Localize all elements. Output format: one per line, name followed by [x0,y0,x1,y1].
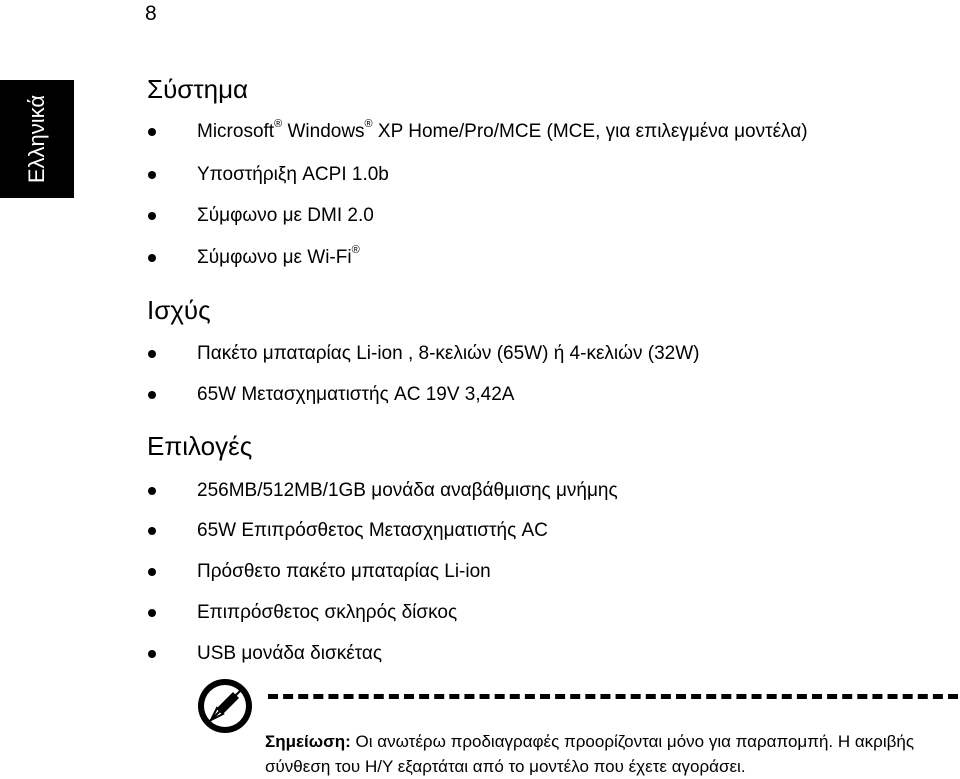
bullet-icon [148,568,156,576]
bullet-icon [148,527,156,535]
note-label: Σημείωση: [265,732,351,751]
list-item-text: Υποστήριξη ACPI 1.0b [197,164,389,185]
section-heading-power: Ισχύς [147,295,211,325]
list-item-text: 256MB/512MB/1GB μονάδα αναβάθμισης μνήμης [197,480,618,501]
language-tab [0,80,74,198]
list-item-text: Σύμφωνο με DMI 2.0 [197,205,374,226]
bullet-icon [148,487,156,495]
bullet-icon [148,212,156,220]
page-number: 8 [145,2,157,25]
note-divider [268,694,958,699]
note-text [265,729,955,779]
bullet-icon [148,171,156,179]
bullet-icon [148,128,156,136]
list-item-text: Πακέτο μπαταρίας Li-ion , 8-κελιών (65W) ή 4-κελιών (32W) [197,343,700,364]
list-item-text: Επιπρόσθετος σκληρός δίσκος [197,602,458,623]
list-item-text: 65W Επιπρόσθετος Μετασχηματιστής AC [197,520,548,541]
language-tab-label: Ελληνικά [24,94,49,184]
list-item-text: 65W Μετασχηματιστής AC 19V 3,42A [197,384,515,405]
list-item-text: Πρόσθετο πακέτο μπαταρίας Li-ion [197,561,491,582]
section-heading-options: Επιλογές [147,431,253,461]
bullet-icon [148,350,156,358]
bullet-icon [148,650,156,658]
bullet-icon [148,254,156,262]
section-heading-system: Σύστημα [147,74,249,104]
note-body: Οι ανωτέρω προδιαγραφές προορίζονται μόνο για παραπομπή. Η ακριβής σύνθεση του Η/Υ εξαρτάται από το μοντέλο που έχετε αγοράσει. [265,732,915,776]
list-item-text: Microsoft® Windows® XP Home/Pro/MCE (MCE, για επιλεγμένα μοντέλα) [197,117,808,142]
bullet-icon [148,391,156,399]
note-pen-icon [197,678,253,734]
list-item-text: Σύμφωνο με Wi-Fi® [197,243,360,268]
bullet-icon [148,609,156,617]
list-item-text: USB μονάδα δισκέτας [197,643,383,664]
